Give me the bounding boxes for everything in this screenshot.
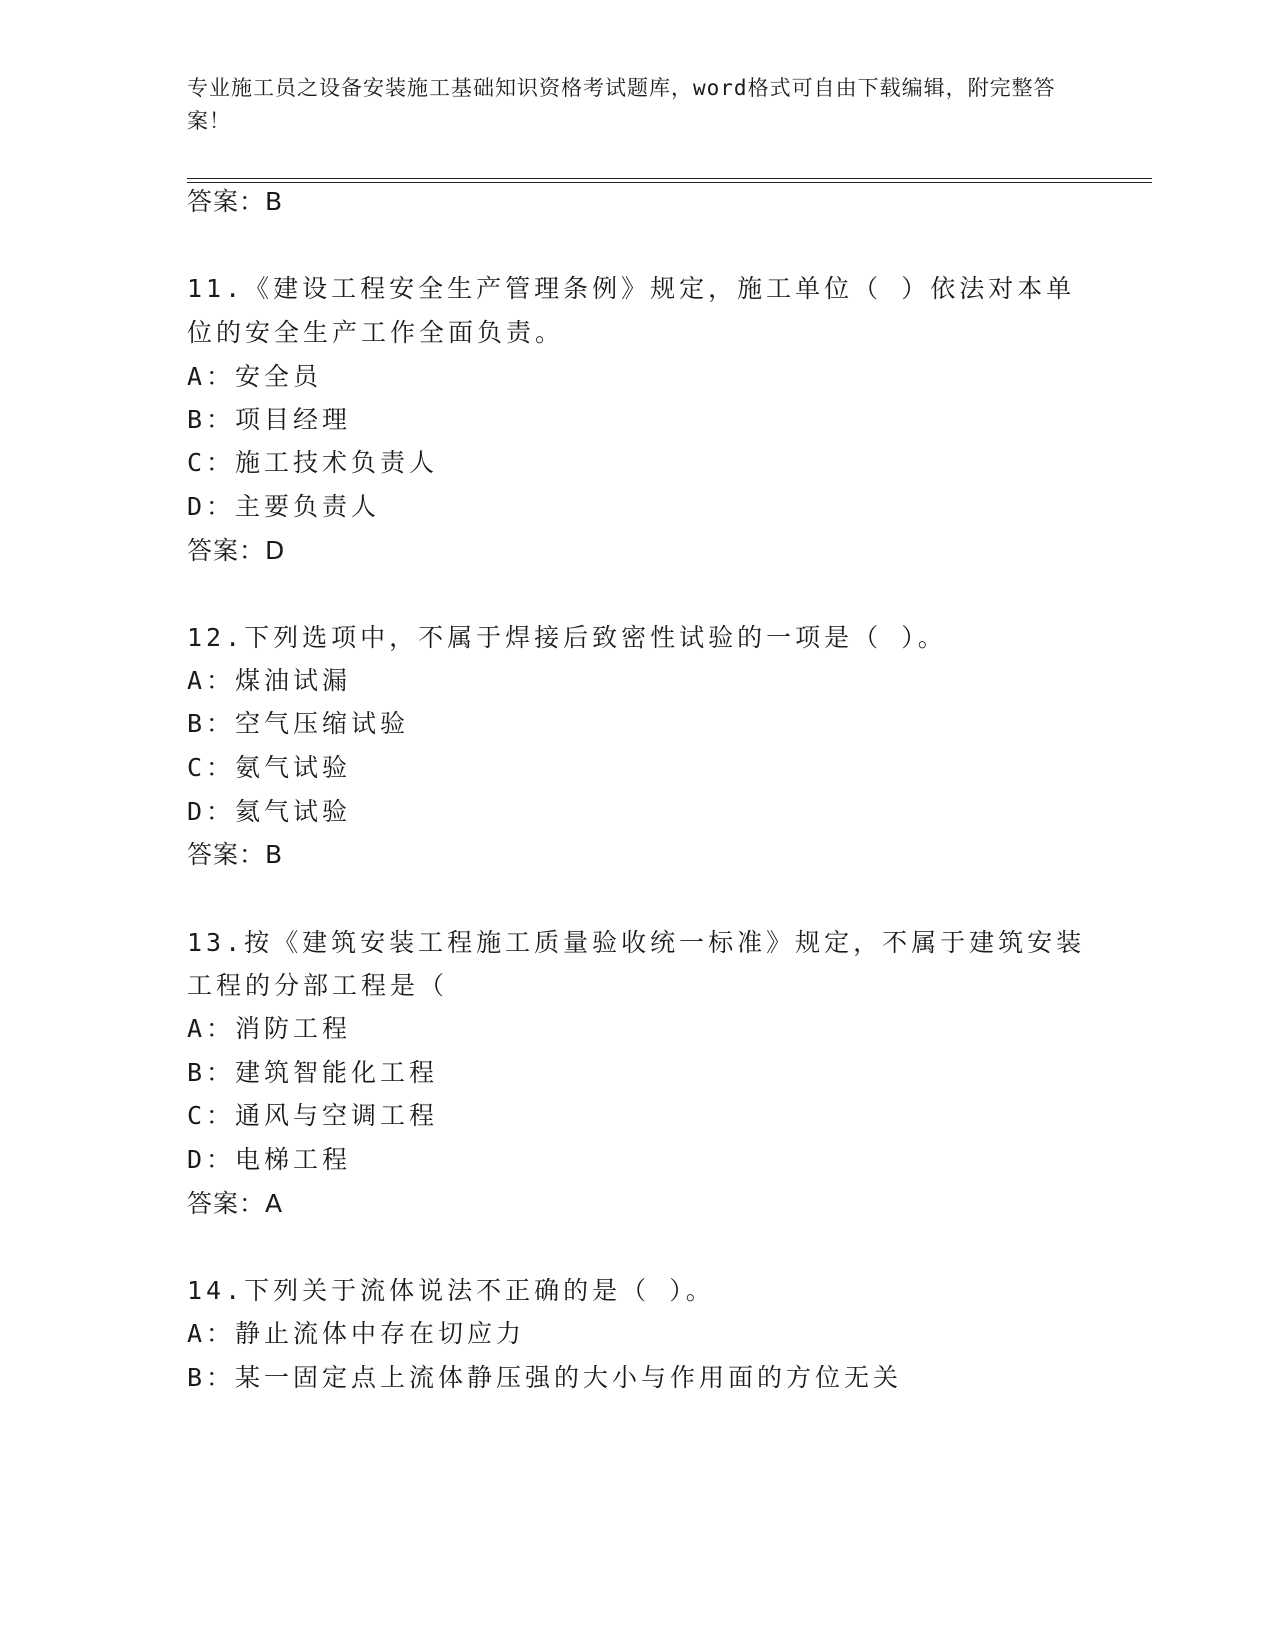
question-11-option-d: D：主要负责人 xyxy=(187,492,381,521)
question-12-answer: 答案：B xyxy=(187,840,284,869)
question-13-stem-line2: 工程的分部工程是（ xyxy=(187,971,449,1000)
answer-previous: 答案：B xyxy=(187,187,284,216)
question-12-option-c: C：氨气试验 xyxy=(187,753,352,782)
question-13-stem-line1: 13.按《建筑安装工程施工质量验收统一标准》规定，不属于建筑安装 xyxy=(187,928,1086,957)
question-12-option-b: B：空气压缩试验 xyxy=(187,709,410,738)
header-divider xyxy=(187,178,1152,183)
question-11-option-a: A：安全员 xyxy=(187,362,323,391)
question-13-option-d: D：电梯工程 xyxy=(187,1145,352,1174)
question-11-answer: 答案：D xyxy=(187,536,286,565)
question-12-stem-line1: 12.下列选项中，不属于焊接后致密性试验的一项是（ ）。 xyxy=(187,623,947,652)
question-12-option-a: A：煤油试漏 xyxy=(187,666,352,695)
question-11-stem-line2: 位的安全生产工作全面负责。 xyxy=(187,318,565,347)
question-13-answer: 答案：A xyxy=(187,1189,284,1218)
question-14-option-b: B：某一固定点上流体静压强的大小与作用面的方位无关 xyxy=(187,1363,903,1392)
question-14-stem-line1: 14.下列关于流体说法不正确的是（ ）。 xyxy=(187,1276,715,1305)
question-11-option-b: B：项目经理 xyxy=(187,405,352,434)
question-13-option-c: C：通风与空调工程 xyxy=(187,1101,439,1130)
question-11-stem-line1: 11.《建设工程安全生产管理条例》规定，施工单位（ ）依法对本单 xyxy=(187,274,1076,303)
question-13-option-a: A：消防工程 xyxy=(187,1014,352,1043)
question-12-option-d: D：氦气试验 xyxy=(187,797,352,826)
question-14-option-a: A：静止流体中存在切应力 xyxy=(187,1319,526,1348)
document-header: 专业施工员之设备安装施工基础知识资格考试题库，word格式可自由下载编辑，附完整答案！ xyxy=(187,76,1056,133)
question-11-option-c: C：施工技术负责人 xyxy=(187,448,439,477)
question-13-option-b: B：建筑智能化工程 xyxy=(187,1058,439,1087)
